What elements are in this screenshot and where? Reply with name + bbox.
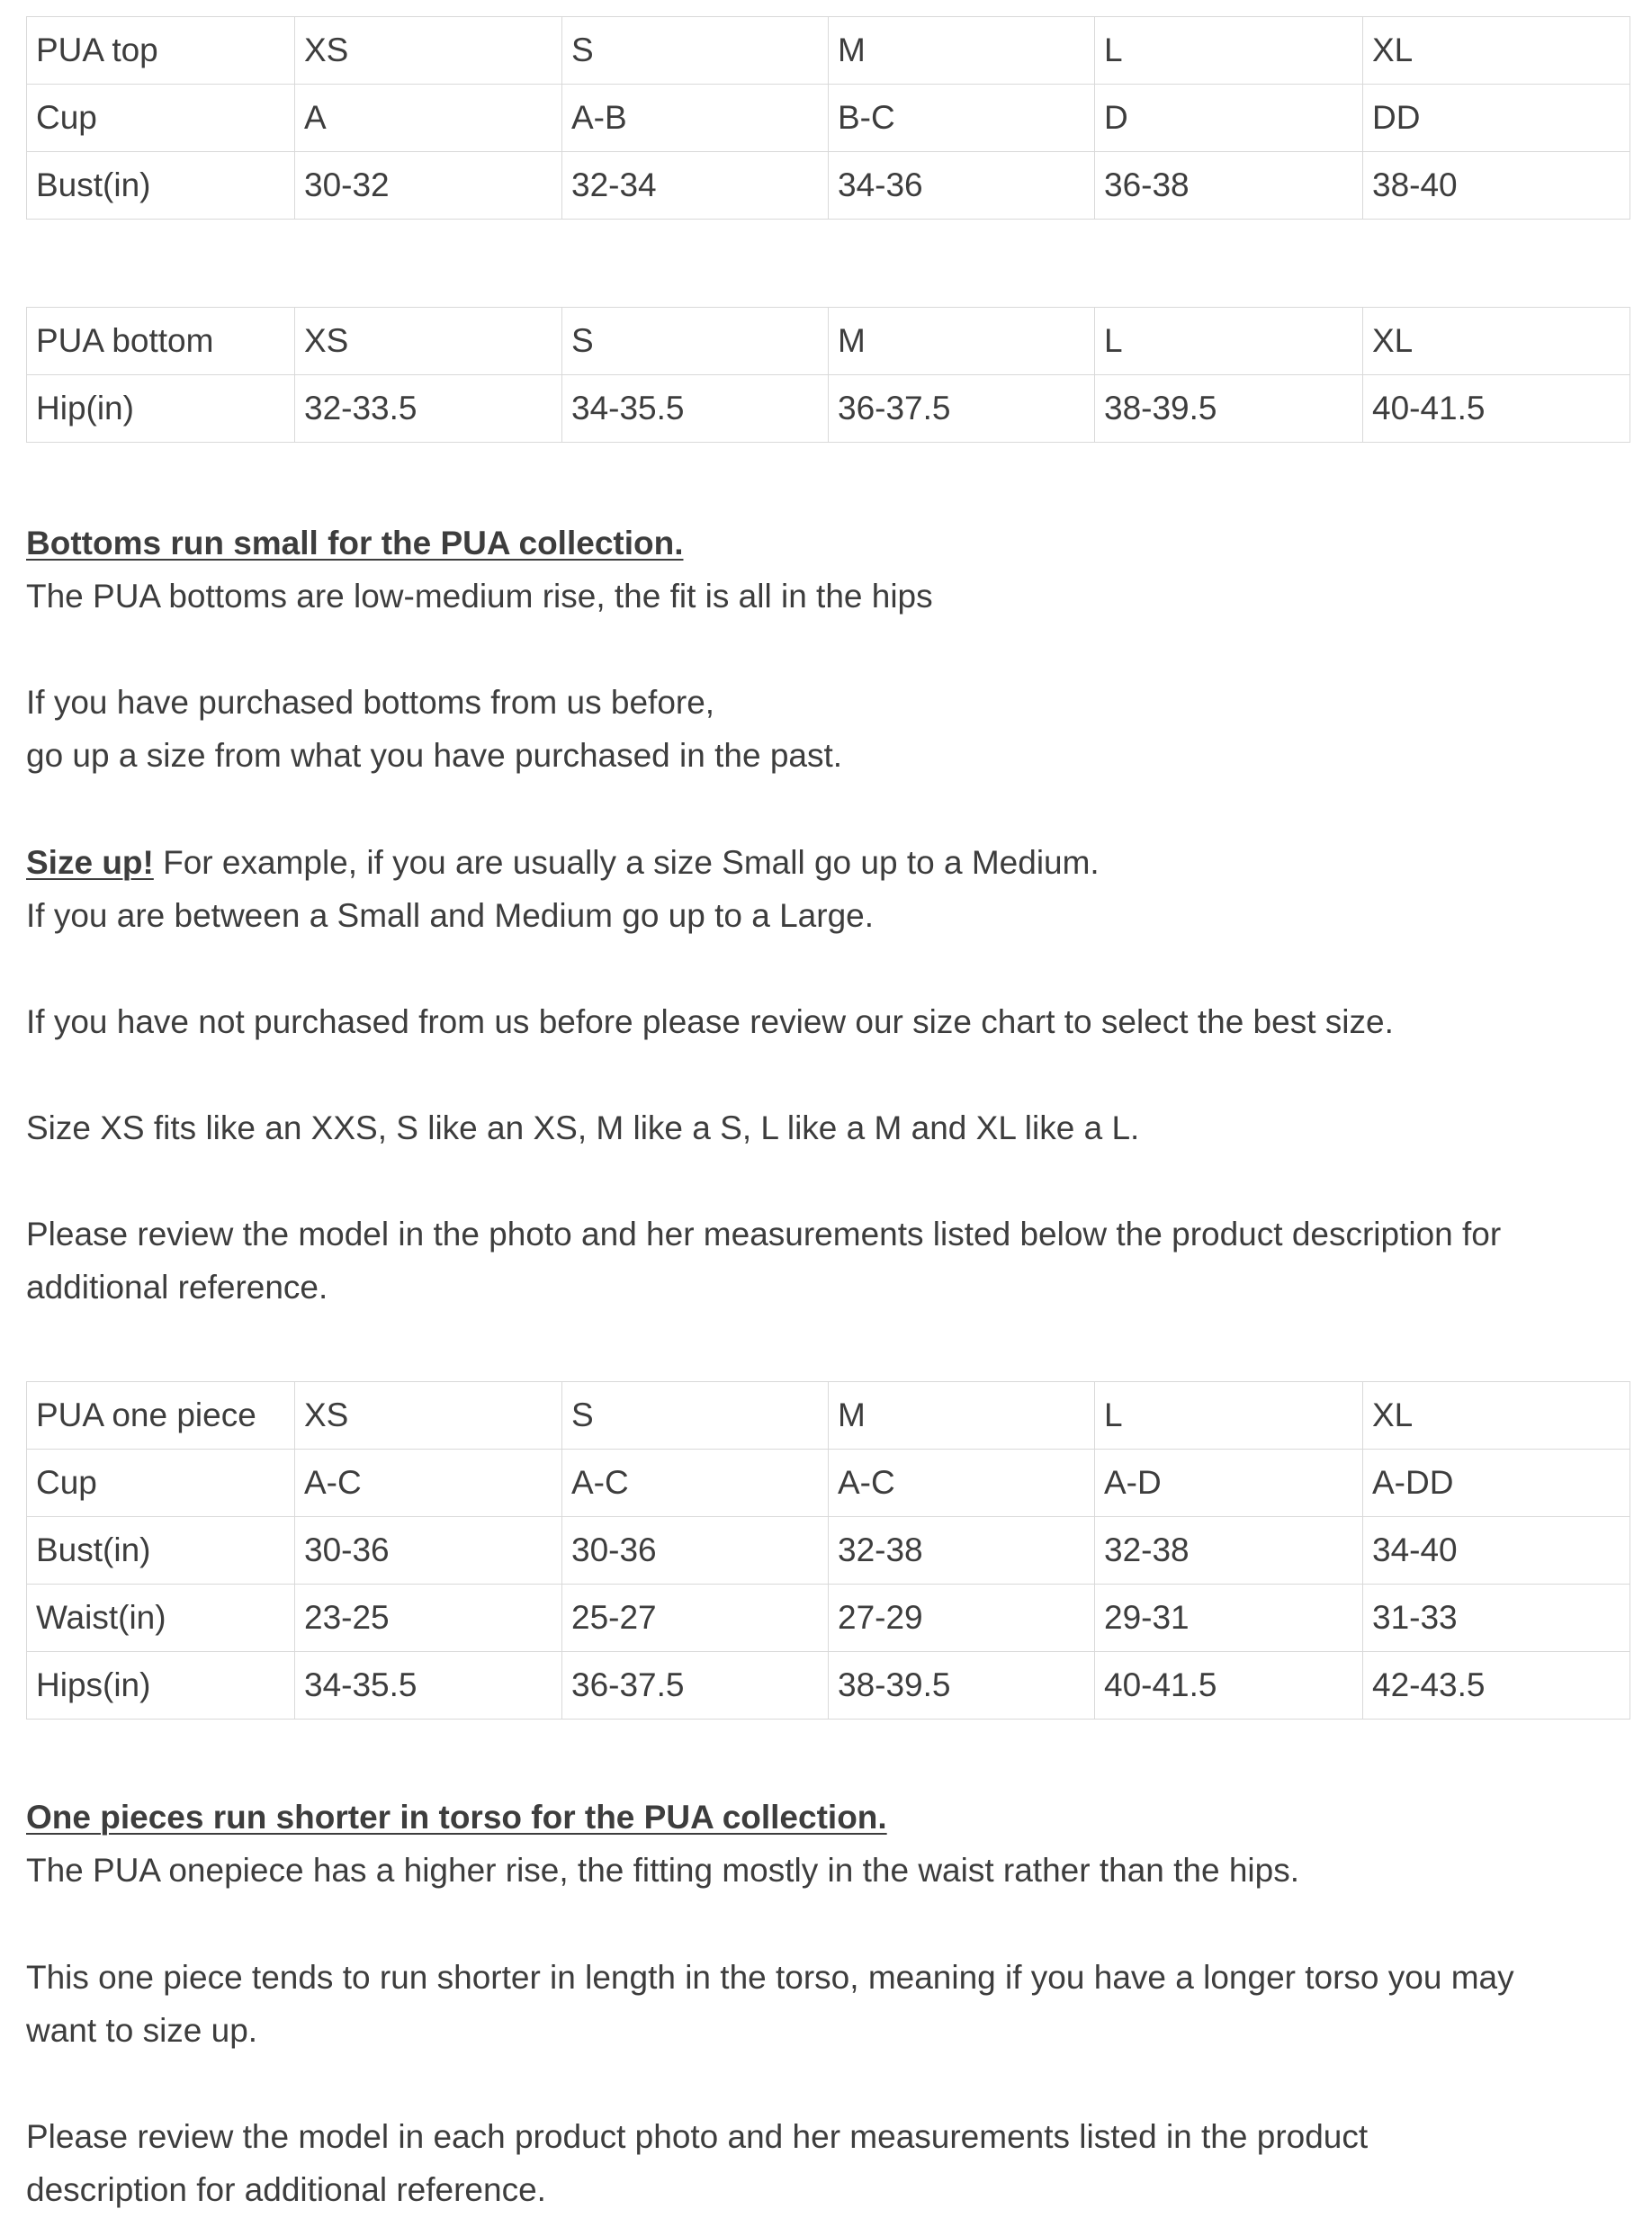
table-cell: Hip(in) [27,375,295,443]
table-cell: 34-35.5 [562,375,829,443]
table-cell: M [829,308,1095,375]
pua-top-size-table [26,16,1630,220]
table-cell: XS [295,308,562,375]
table-cell: XS [295,1382,562,1450]
pua-bottom-size-table [26,307,1630,443]
table-cell: 31-33 [1363,1585,1630,1652]
table-body [27,1382,1630,1720]
table-cell: A-C [562,1450,829,1517]
table-cell: 23-25 [295,1585,562,1652]
table-row [27,1517,1630,1585]
table-cell: 32-38 [1095,1517,1363,1585]
size-up-line-1: For example, if you are usually a size Small go up to a Medium. [153,844,1100,881]
table-cell: 32-38 [829,1517,1095,1585]
table-cell: Bust(in) [27,152,295,220]
table-cell: 38-40 [1363,152,1630,220]
bottoms-fit-heading: Bottoms run small for the PUA collection. [26,525,684,561]
table-row [27,85,1630,152]
bottoms-model-reference-line-1: Please review the model in the photo and her measurements listed below the product description for [26,1216,1502,1253]
table-cell: L [1095,1382,1363,1450]
onepiece-fit-heading: One pieces run shorter in torso for the PUA collection. [26,1799,887,1836]
table-row [27,1652,1630,1720]
table-cell: A-DD [1363,1450,1630,1517]
onepiece-model-reference-line-2: description for additional reference. [26,2171,546,2208]
onepiece-torso-paragraph [26,1951,1628,2057]
table-cell: 30-36 [562,1517,829,1585]
table-cell: 34-35.5 [295,1652,562,1720]
table-header-row [27,1382,1630,1450]
table-cell: XL [1363,1382,1630,1450]
table-cell: 27-29 [829,1585,1095,1652]
table-cell: 29-31 [1095,1585,1363,1652]
not-purchased-paragraph [26,995,1628,1048]
table-cell: 42-43.5 [1363,1652,1630,1720]
table-cell: L [1095,17,1363,85]
table-header-row [27,308,1630,375]
table-row [27,1585,1630,1652]
table-row [27,152,1630,220]
table-cell: 34-40 [1363,1517,1630,1585]
table-cell: XS [295,17,562,85]
table-cell: 36-37.5 [562,1652,829,1720]
table-cell: A [295,85,562,152]
not-purchased-text: If you have not purchased from us before please review our size chart to select the best size. [26,1003,1394,1040]
table-cell: A-B [562,85,829,152]
table-cell: XL [1363,17,1630,85]
size-up-line-2: If you are between a Small and Medium go up to a Large. [26,897,875,934]
table-header-row [27,17,1630,85]
table-cell: A-C [829,1450,1095,1517]
table-cell: L [1095,308,1363,375]
table-row [27,375,1630,443]
table-cell: S [562,308,829,375]
table-cell: Cup [27,85,295,152]
table-cell: 25-27 [562,1585,829,1652]
table-cell: 36-38 [1095,152,1363,220]
onepiece-fit-heading-paragraph [26,1791,1628,1897]
bottoms-fit-heading-paragraph [26,516,1628,623]
table-cell: D [1095,85,1363,152]
table-cell: 40-41.5 [1095,1652,1363,1720]
table-cell: 38-39.5 [829,1652,1095,1720]
table-cell: S [562,17,829,85]
fit-equivalence-paragraph [26,1101,1628,1154]
table-cell: PUA bottom [27,308,295,375]
table-cell: XL [1363,308,1630,375]
bottoms-model-reference-paragraph [26,1208,1628,1314]
table-cell: B-C [829,85,1095,152]
size-up-paragraph [26,836,1628,942]
bottoms-purchased-line-1: If you have purchased bottoms from us before, [26,684,715,721]
table-cell: 40-41.5 [1363,375,1630,443]
table-cell: Hips(in) [27,1652,295,1720]
table-cell: 30-32 [295,152,562,220]
fit-equivalence-text: Size XS fits like an XXS, S like an XS, M like a S, L like a M and XL like a L. [26,1109,1140,1146]
bottoms-model-reference-line-2: additional reference. [26,1269,328,1306]
onepiece-torso-line-1: This one piece tends to run shorter in length in the torso, meaning if you have a longer torso you may [26,1959,1514,1996]
onepiece-rise-text: The PUA onepiece has a higher rise, the fitting mostly in the waist rather than the hips. [26,1852,1299,1889]
table-cell: 38-39.5 [1095,375,1363,443]
table-cell: 30-36 [295,1517,562,1585]
table-cell: PUA top [27,17,295,85]
table-cell: A-D [1095,1450,1363,1517]
table-cell: Bust(in) [27,1517,295,1585]
table-cell: A-C [295,1450,562,1517]
bottoms-purchased-paragraph [26,676,1628,782]
table-cell: 36-37.5 [829,375,1095,443]
onepiece-model-reference-paragraph [26,2110,1628,2216]
table-cell: DD [1363,85,1630,152]
table-cell: PUA one piece [27,1382,295,1450]
onepiece-model-reference-line-1: Please review the model in each product photo and her measurements listed in the product [26,2118,1369,2155]
table-body [27,308,1630,443]
table-cell: S [562,1382,829,1450]
pua-one-piece-size-table [26,1381,1630,1720]
table-cell: Cup [27,1450,295,1517]
table-cell: 32-34 [562,152,829,220]
table-cell: 32-33.5 [295,375,562,443]
table-cell: M [829,1382,1095,1450]
bottoms-rise-text: The PUA bottoms are low-medium rise, the fit is all in the hips [26,578,933,615]
table-cell: Waist(in) [27,1585,295,1652]
size-up-label: Size up! [26,844,154,881]
table-row [27,1450,1630,1517]
table-body [27,17,1630,220]
table-cell: 34-36 [829,152,1095,220]
bottoms-purchased-line-2: go up a size from what you have purchased in the past. [26,737,843,774]
onepiece-torso-line-2: want to size up. [26,2012,258,2049]
table-cell: M [829,17,1095,85]
